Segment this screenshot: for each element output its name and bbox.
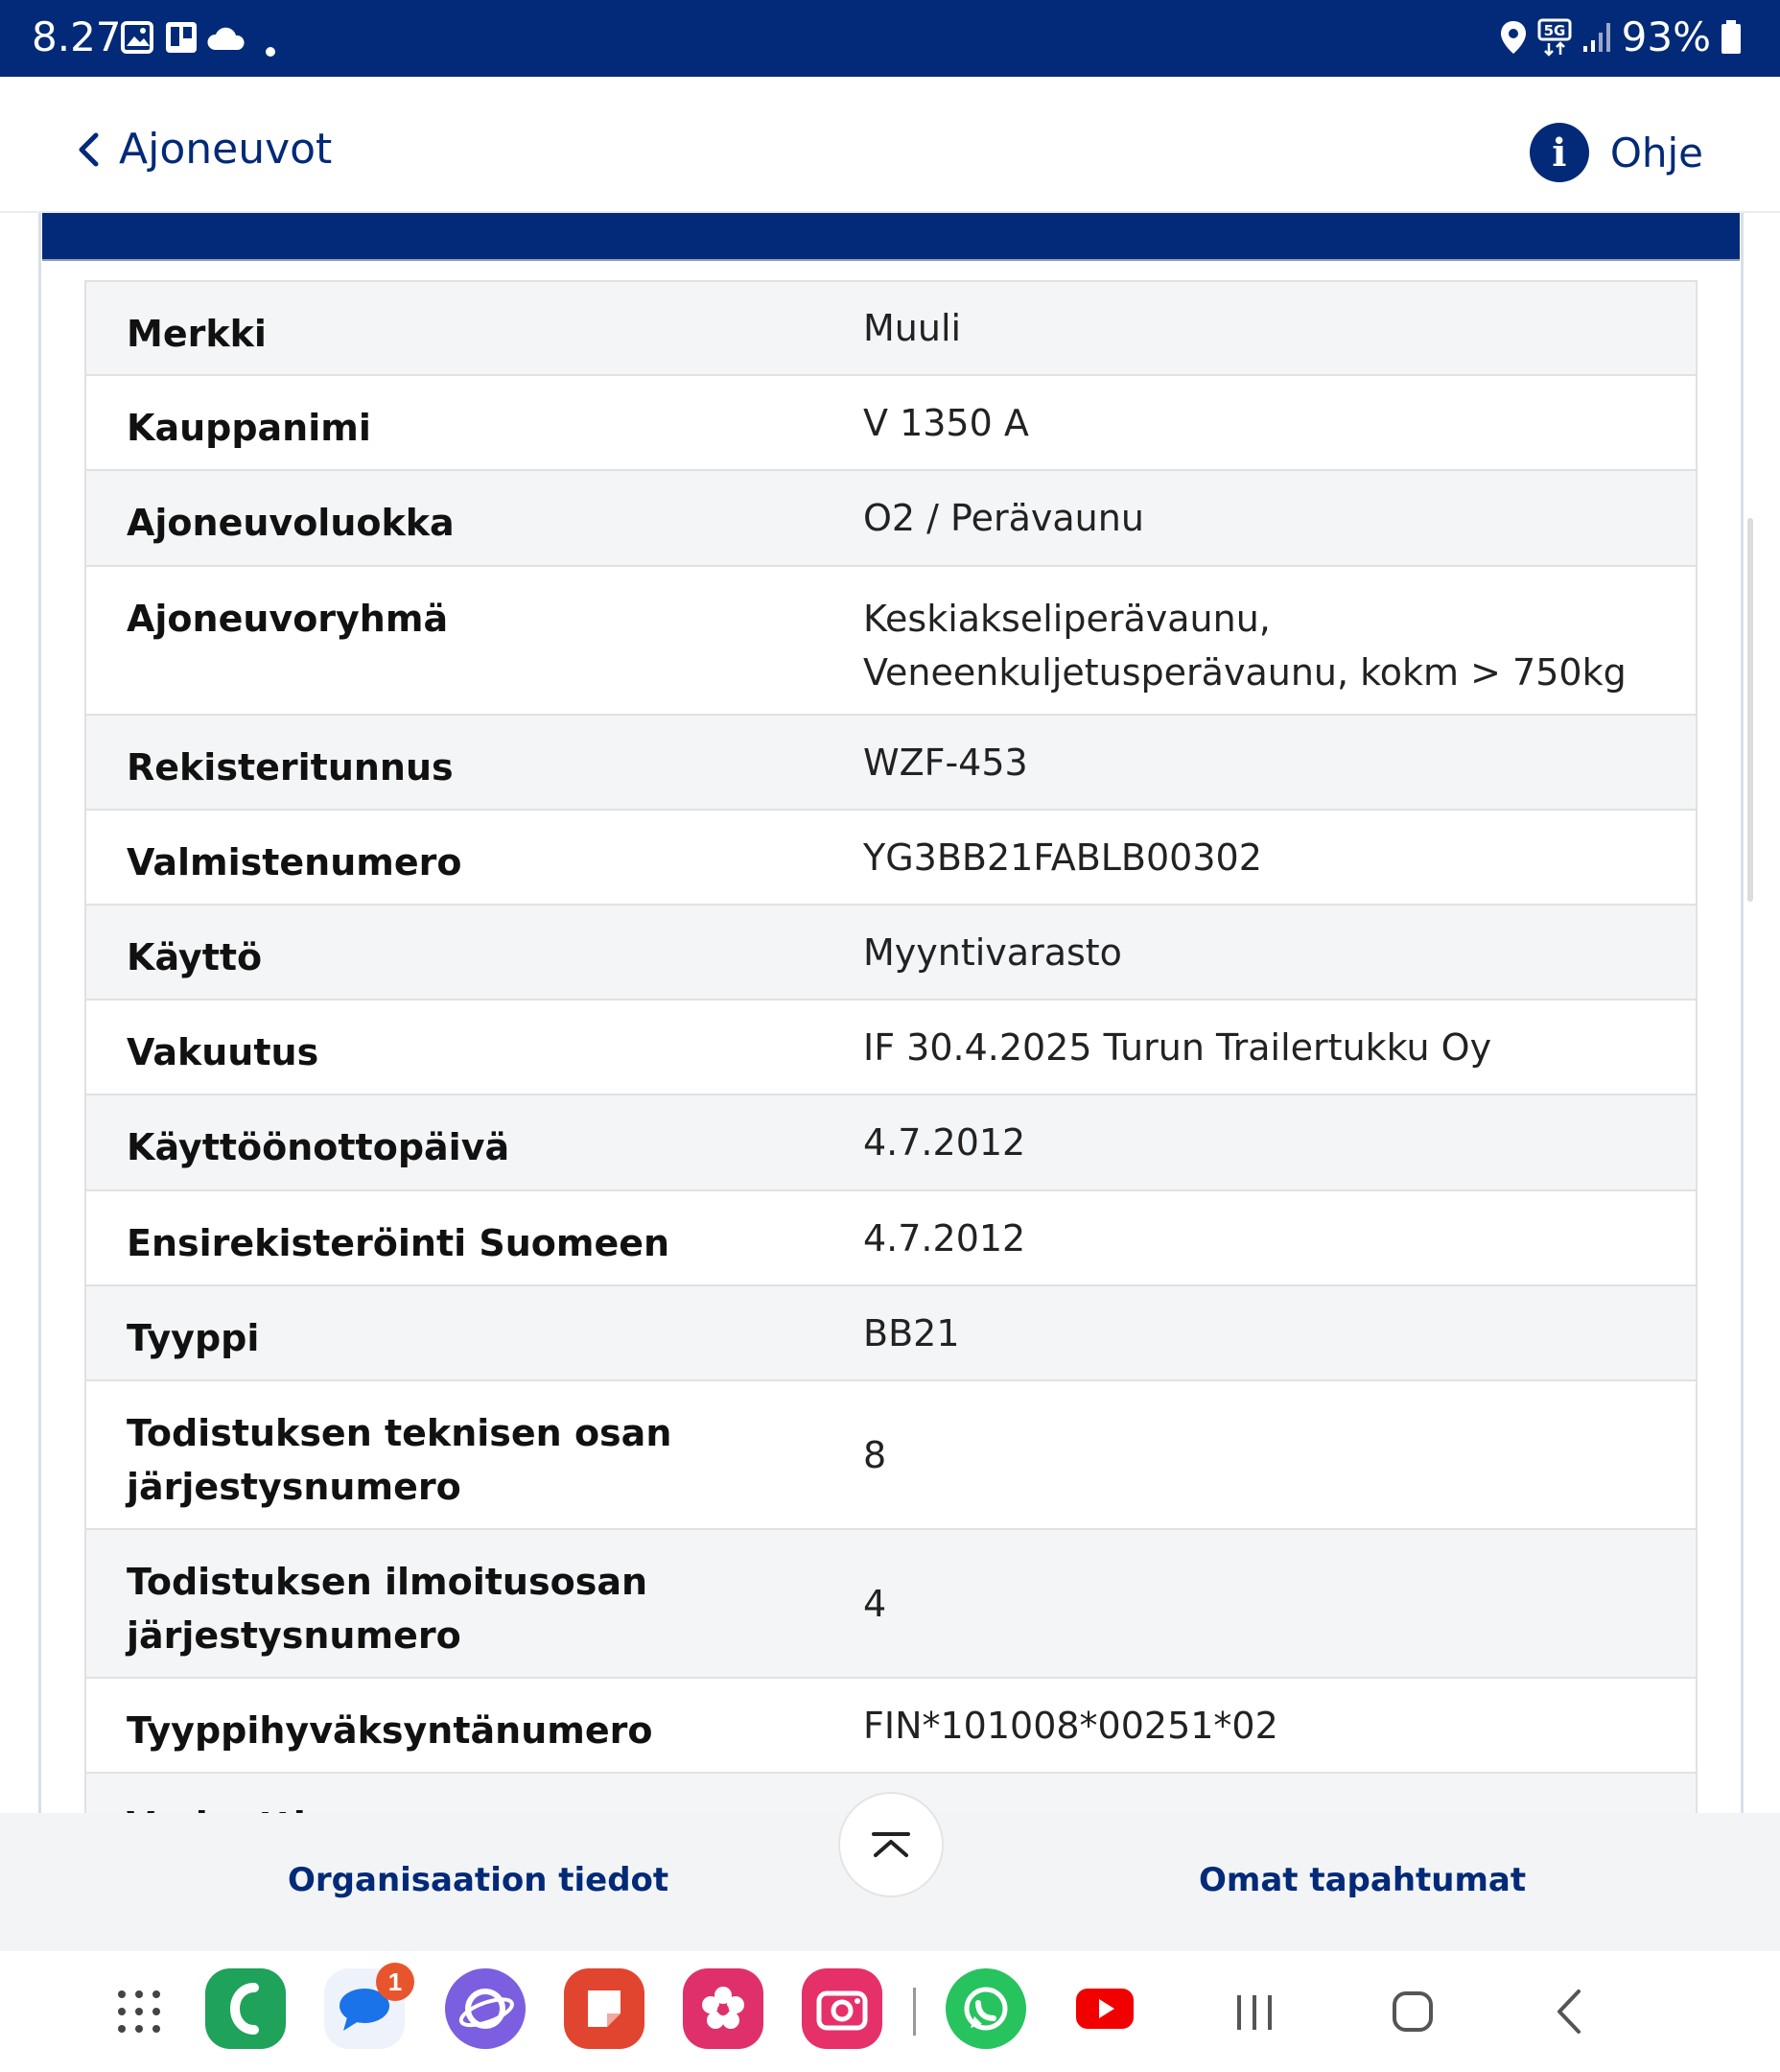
row-value: YG3BB21FABLB00302 [863,836,1262,879]
row-label [86,1381,863,1528]
row-value: 4.7.2012 [863,1216,1026,1260]
table-row [84,471,1698,567]
row-label: Vakuutus [127,1031,319,1073]
row-value: 4.7.2012 [863,1121,1026,1164]
table-row [84,1530,1698,1679]
notes-app-icon[interactable] [564,1968,644,2049]
row-label-line: järjestysnumero [127,1614,461,1657]
row-label: Käyttö [127,936,263,978]
status-bar [0,0,1780,77]
gallery-icon [121,21,153,54]
back-button[interactable] [77,125,332,174]
row-value: V 1350 A [863,401,1029,444]
cloud-icon [207,27,246,52]
nav-organisation-info[interactable]: Organisaation tiedot [288,1861,669,1899]
messages-app-icon[interactable] [324,1968,405,2049]
location-icon [1499,19,1528,56]
status-time: 8.27 [32,13,122,60]
table-row [84,280,1698,376]
table-row [84,906,1698,1001]
row-label: Rekisteritunnus [127,746,454,789]
row-label: Tyyppi [127,1317,260,1359]
unread-badge: 1 [376,1963,414,2001]
row-label [86,1530,863,1677]
dock-divider [913,1988,916,2036]
table-row [84,1095,1698,1191]
row-label: Valmistenumero [127,841,462,883]
phone-icon [222,1982,269,2036]
android-dock [0,1951,1780,2072]
row-value: Muuli [863,307,962,349]
row-value: Myyntivarasto [863,930,1122,974]
signal-icon [1581,21,1612,54]
table-row [84,811,1698,906]
camera-app-icon[interactable] [802,1968,882,2049]
row-value: FIN*101008*00251*02 [863,1704,1278,1747]
row-value: IF 30.4.2025 Turun Trailertukku Oy [863,1025,1492,1069]
planet-icon [457,1980,514,2037]
system-back-icon[interactable] [1554,1988,1584,2036]
table-row [84,1679,1698,1774]
row-label: Tyyppihyväksyntänumero [127,1709,653,1752]
scroll-top-icon [870,1830,912,1859]
row-value: O2 / Perävaunu [863,497,1144,539]
table-row [84,1286,1698,1381]
home-icon[interactable] [1391,1990,1435,2034]
vehicle-details-table [84,280,1698,1815]
chevron-left-icon [77,131,100,168]
internet-app-icon[interactable] [445,1968,526,2049]
back-label: Ajoneuvot [119,125,333,174]
note-icon [580,1985,628,2033]
row-label-line: Todistuksen ilmoitusosan [127,1561,648,1603]
table-row [84,376,1698,471]
row-label: Ensirekisteröinti Suomeen [127,1222,670,1264]
row-value-line: Veneenkuljetusperävaunu, kokm > 750kg [863,651,1627,694]
row-value [863,567,1696,714]
table-row [84,567,1698,716]
nav-own-events[interactable]: Omat tapahtumat [1199,1861,1527,1899]
phone-app-icon[interactable] [205,1968,286,2049]
app-header [0,77,1780,213]
flower-icon [696,1982,750,2036]
row-value: WZF-453 [863,741,1028,784]
row-label: Merkki [127,313,267,355]
battery-percent: 93% [1621,13,1711,60]
row-value-line: Keskiakseliperävaunu, [863,598,1271,640]
scroll-to-top-button[interactable] [838,1792,944,1897]
battery-icon [1721,20,1742,55]
row-label-line: järjestysnumero [127,1466,461,1508]
row-label: Käyttöönottopäivä [127,1126,510,1168]
card-header-bar [42,213,1740,259]
svg-text:5G: 5G [1543,21,1566,39]
whatsapp-app-icon[interactable] [946,1968,1026,2049]
info-icon: i [1530,123,1589,182]
scrollbar[interactable] [1747,518,1753,902]
help-label: Ohje [1609,129,1703,177]
row-label: Kauppanimi [127,407,371,449]
gallery-app-icon[interactable] [683,1968,763,2049]
app-drawer-icon[interactable] [117,1990,161,2034]
youtube-app-icon[interactable] [1065,1968,1145,2049]
row-value: BB21 [863,1311,960,1354]
recent-apps-icon[interactable] [1233,1991,1276,2034]
row-value: 4 [863,1582,887,1625]
table-row [84,1191,1698,1286]
whatsapp-icon [957,1980,1015,2037]
row-label: Ajoneuvoryhmä [127,598,449,640]
help-button[interactable] [1530,123,1703,182]
row-value: 8 [863,1433,887,1476]
network-5g-icon [1537,18,1572,57]
youtube-icon [1074,1987,1136,2031]
notification-dot-icon [265,46,276,58]
row-label: Ajoneuvoluokka [127,502,455,544]
table-row [84,716,1698,811]
trello-icon [165,21,198,54]
table-row [84,1001,1698,1095]
camera-icon [815,1986,869,2032]
table-row [84,1381,1698,1530]
row-label-line: Todistuksen teknisen osan [127,1412,672,1454]
